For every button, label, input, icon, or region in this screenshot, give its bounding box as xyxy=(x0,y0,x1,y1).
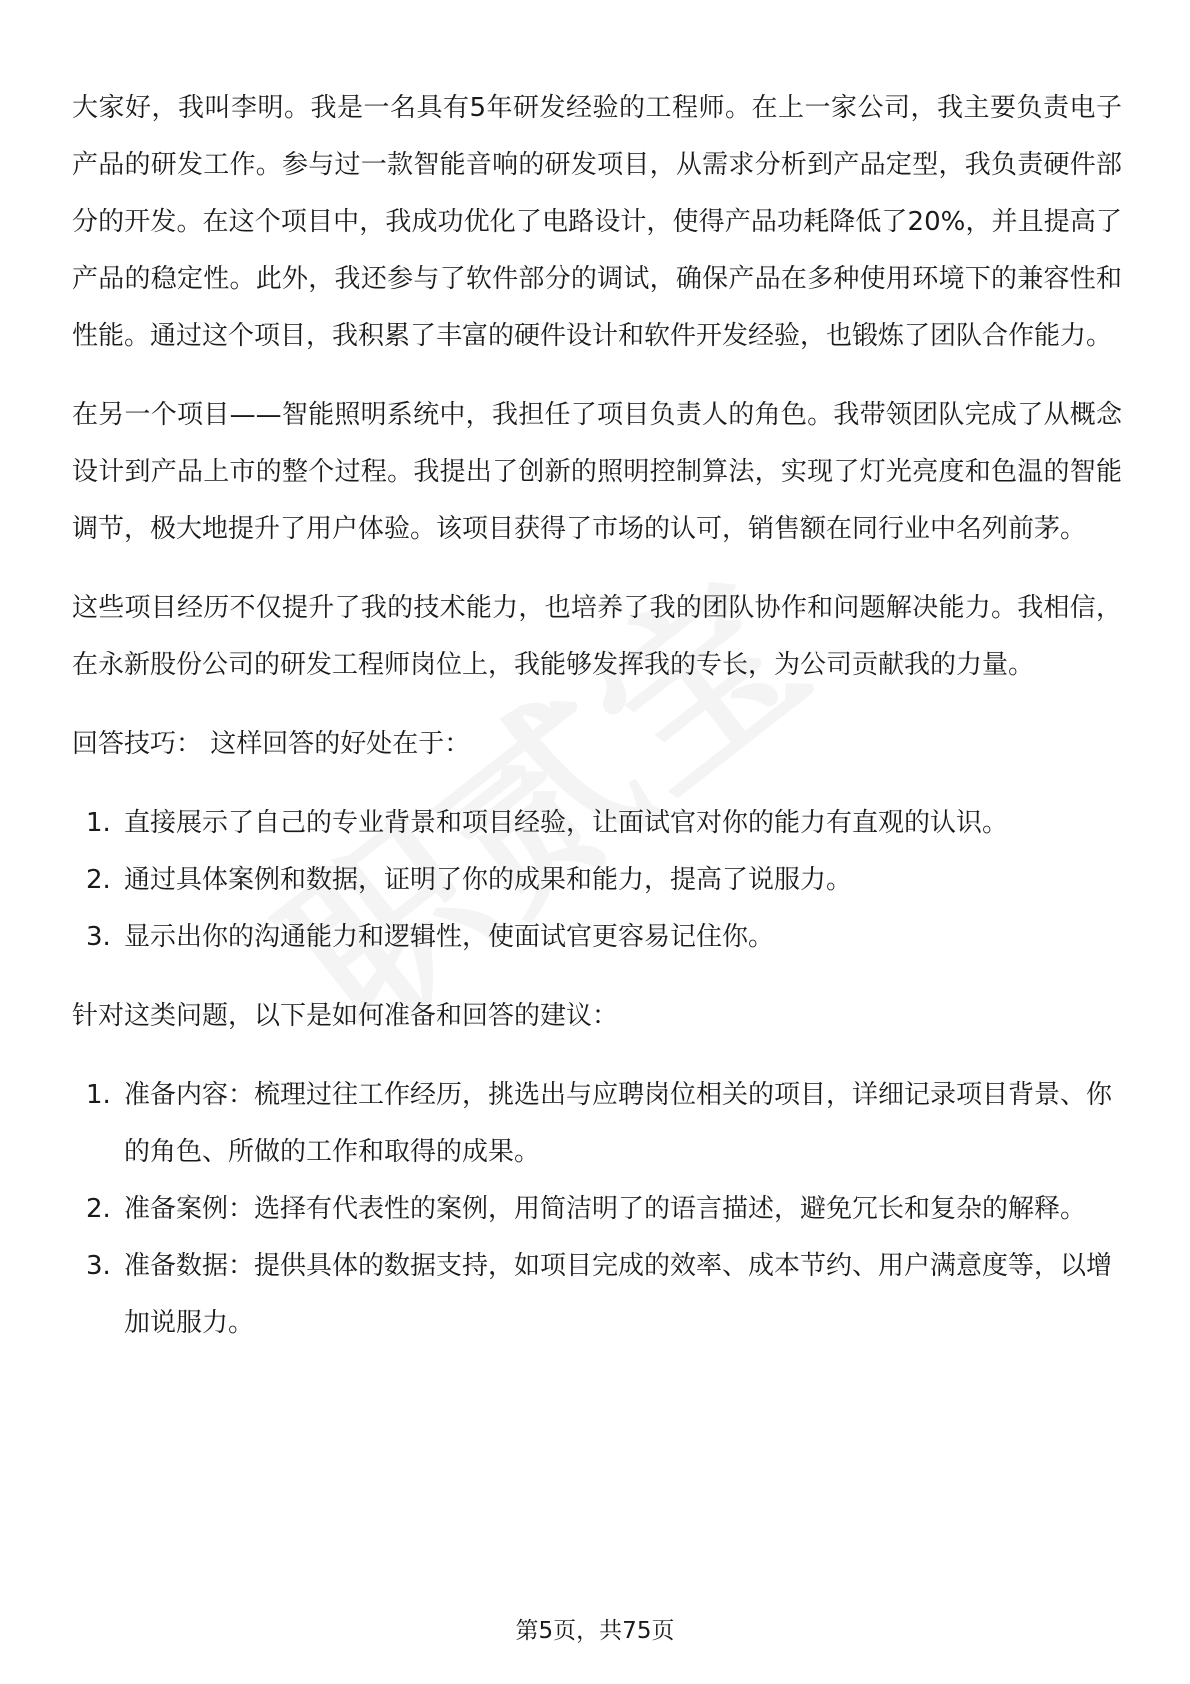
advice-list xyxy=(72,1067,1122,1352)
list-text: 准备内容：梳理过往工作经历，挑选出与应聘岗位相关的项目，详细记录项目背景、你的角色、所做的工作和取得的成果。 xyxy=(124,1080,1113,1167)
list-item xyxy=(72,1067,1122,1181)
list-item xyxy=(72,1238,1122,1352)
paragraph-summary: 这些项目经历不仅提升了我的技术能力，也培养了我的团队协作和问题解决能力。我相信，在永新股份公司的研发工程师岗位上，我能够发挥我的专长，为公司贡献我的力量。 xyxy=(72,593,1122,680)
list-text: 准备案例：选择有代表性的案例，用简洁明了的语言描述，避免冗长和复杂的解释。 xyxy=(124,1194,1087,1224)
paragraph-project-two: 在另一个项目——智能照明系统中，我担任了项目负责人的角色。我带领团队完成了从概念设计到产品上市的整个过程。我提出了创新的照明控制算法，实现了灯光亮度和色温的智能调节，极大地提升了用户体验。该项目获得了市场的认可，销售额在同行业中名列前茅。 xyxy=(72,400,1122,544)
list-text: 直接展示了自己的专业背景和项目经验，让面试官对你的能力有直观的认识。 xyxy=(124,808,1009,838)
list-text: 通过具体案例和数据，证明了你的成果和能力，提高了说服力。 xyxy=(124,865,853,895)
page-footer: 第5页，共75页 xyxy=(515,1618,675,1644)
tips-list xyxy=(72,795,1122,966)
list-item xyxy=(72,909,1122,966)
list-item xyxy=(72,1181,1122,1238)
paragraph-intro: 大家好，我叫李明。我是一名具有5年研发经验的工程师。在上一家公司，我主要负责电子产品的研发工作。参与过一款智能音响的研发项目，从需求分析到产品定型，我负责硬件部分的开发。在这个项目中，我成功优化了电路设计，使得产品功耗降低了20%，并且提高了产品的稳定性。此外，我还参与了软件部分的调试，确保产品在多种使用环境下的兼容性和性能。通过这个项目，我积累了丰富的硬件设计和软件开发经验，也锻炼了团队合作能力。 xyxy=(72,93,1122,351)
list-number: 2. xyxy=(86,865,111,895)
tips-heading: 回答技巧： 这样回答的好处在于： xyxy=(72,729,471,759)
list-number: 1. xyxy=(86,1080,111,1110)
list-number: 1. xyxy=(86,808,111,838)
advice-heading: 针对这类问题，以下是如何准备和回答的建议： xyxy=(72,1001,619,1031)
list-number: 3. xyxy=(86,1251,111,1281)
list-item xyxy=(72,852,1122,909)
list-number: 3. xyxy=(86,922,111,952)
list-text: 准备数据：提供具体的数据支持，如项目完成的效率、成本节约、用户满意度等，以增加说服力。 xyxy=(124,1251,1113,1338)
list-item xyxy=(72,795,1122,852)
page-content xyxy=(72,80,1122,1352)
list-text: 显示出你的沟通能力和逻辑性，使面试官更容易记住你。 xyxy=(124,922,775,952)
list-number: 2. xyxy=(86,1194,111,1224)
